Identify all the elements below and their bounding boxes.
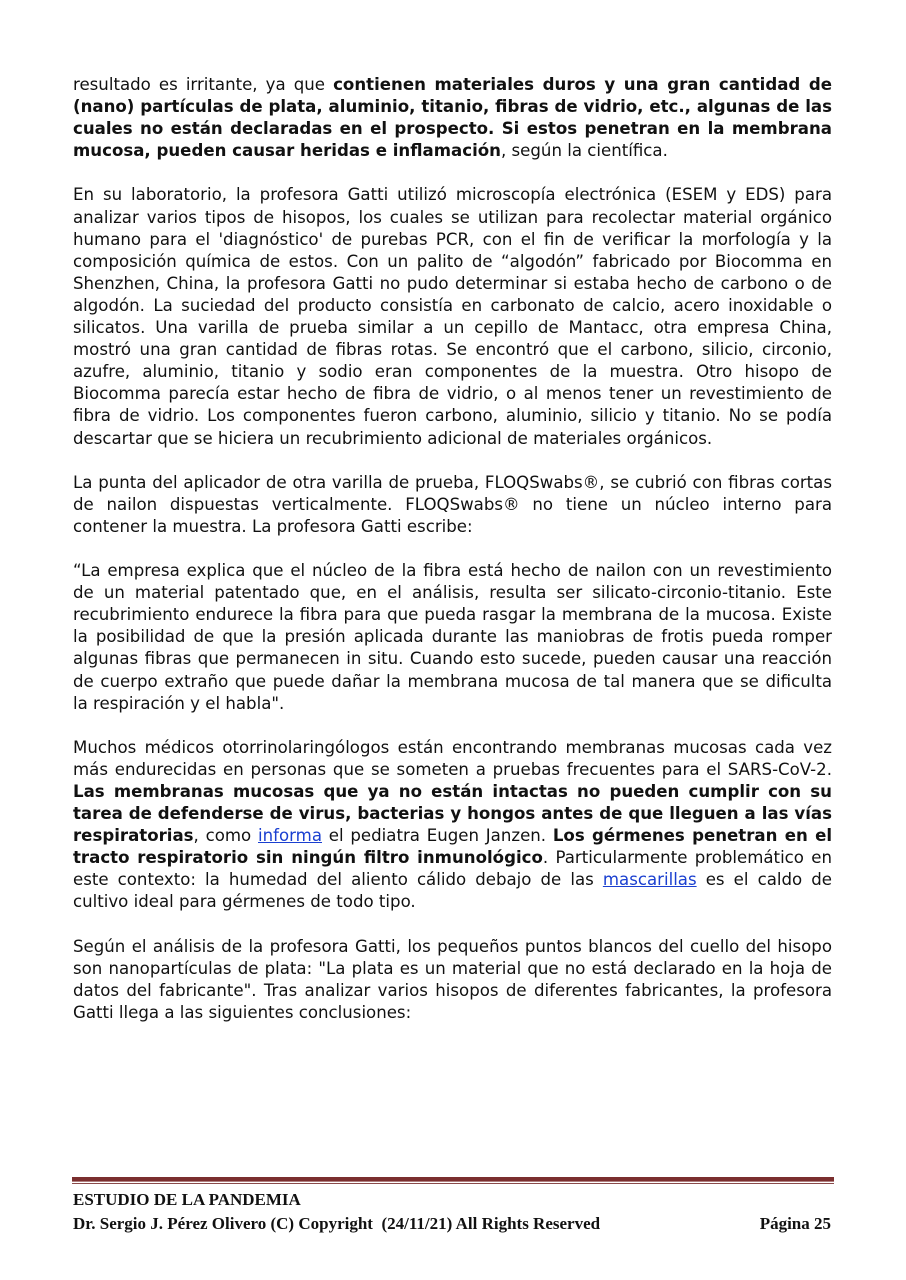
bold-text: contienen materiales duros y una gran cantidad de (nano) partículas de plata, aluminio, titanio, fibras de vidrio, etc., algunas de las cuales no están declaradas en el prospecto. Si estos penetran en la membrana mucosa, pueden causar heridas e inflamación (73, 75, 832, 161)
footer-rule (72, 1177, 834, 1182)
paragraph (73, 472, 832, 538)
quote-paragraph (73, 560, 832, 715)
bold-text: Las membranas mucosas que ya no están intactas no pueden cumplir con su tarea de defenderse de virus, bacterias y hongos antes de que lleguen a las vías respiratorias (73, 782, 832, 846)
text: es el caldo de cultivo ideal para gérmenes de todo tipo. (73, 870, 832, 912)
footer-title: ESTUDIO DE LA PANDEMIA (73, 1190, 301, 1209)
paragraph (73, 737, 832, 914)
text: En su laboratorio, la profesora Gatti utilizó microscopía electrónica (ESEM y EDS) para analizar varios tipos de hisopos, los cuales se utilizan para recolectar material orgánico humano para el 'diagnóstico' de purebas PCR, con el fin de verificar la morfología y la composición química de estos. Con un palito de “algodón” fabricado por Biocomma en Shenzhen, China, la profesora Gatti no pudo determinar si estaba hecho de carbono o de algodón. La suciedad del producto consistía en carbonato de calcio, acero inoxidable o silicatos. Una varilla de prueba similar a un cepillo de Mantacc, otra empresa China, mostró una gran cantidad de fibras rotas. Se encontró que el carbono, silicio, circonio, azufre, aluminio, titanio y sodio eran componentes de la muestra. Otro hisopo de Biocomma parecía estar hecho de fibra de vidrio, o al menos tener un revestimiento de fibra de vidrio. Los componentes fueron carbono, aluminio, silicio y titanio. No se podía descartar que se hiciera un recubrimiento adicional de materiales orgánicos. (73, 185, 832, 448)
text: “La empresa explica que el núcleo de la fibra está hecho de nailon con un revestimiento de un material patentado que, en el análisis, resulta ser silicato-circonio-titanio. Este recubrimiento endurece la fibra para que pueda rasgar la membrana de la mucosa. Existe la posibilidad de que la presión aplicada durante las maniobras de frotis pueda romper algunas fibras que permanecen in situ. Cuando esto sucede, pueden causar una reacción de cuerpo extraño que puede dañar la membrana mucosa de tal manera que se dificulta la respiración y el habla". (73, 561, 832, 713)
informa-link[interactable]: informa (258, 826, 322, 846)
text: resultado es irritante, ya que (73, 75, 334, 94)
paragraph (73, 936, 832, 1024)
text: el pediatra Eugen Janzen. (322, 826, 553, 846)
text: La punta del aplicador de otra varilla de prueba, FLOQSwabs®, se cubrió con fibras cortas de nailon dispuestas verticalmente. FLOQSwabs® no tiene un núcleo interno para contener la muestra. La profesora Gatti escribe: (73, 472, 832, 536)
bold-text: Los gérmenes penetran en el tracto respiratorio sin ningún filtro inmunológico (73, 826, 833, 868)
footer-copyright: Dr. Sergio J. Pérez Olivero (C) Copyright (24/11/21) All Rights Reserved (73, 1214, 601, 1233)
text: . Particularmente problemático en este contexto: la humedad del aliento cálido debajo de las (73, 848, 832, 890)
page-body (73, 74, 832, 1046)
paragraph (73, 74, 832, 162)
text: , como (193, 826, 258, 846)
page-number: Página 25 (759, 1214, 831, 1233)
text: , según la científica. (500, 141, 668, 161)
footer-rule-thin (72, 1183, 834, 1184)
text: Según el análisis de la profesora Gatti, los pequeños puntos blancos del cuello del hisopo son nanopartículas de plata: "La plata es un material que no está declarado en la hoja de datos del fabricante". Tras analizar varios hisopos de diferentes fabricantes, la profesora Gatti llega a las siguientes conclusiones: (73, 936, 832, 1022)
paragraph (73, 184, 832, 449)
footer (73, 1188, 833, 1236)
text: Muchos médicos otorrinolaringólogos están encontrando membranas mucosas cada vez más endurecidas en personas que se someten a pruebas frecuentes para el SARS-CoV-2. (73, 737, 832, 779)
mascarillas-link[interactable]: mascarillas (602, 870, 697, 890)
